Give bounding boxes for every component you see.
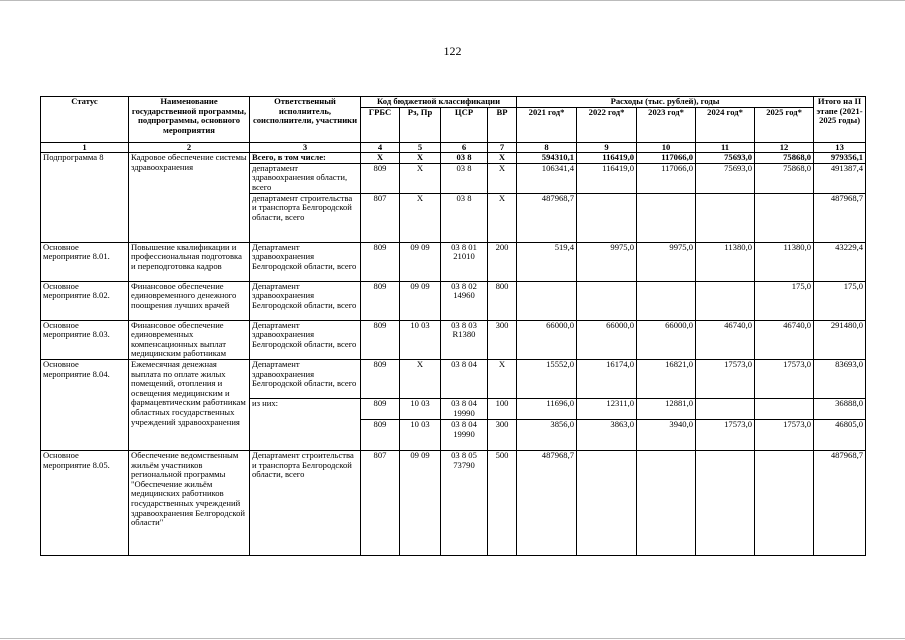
rzpr-cell: Х [400, 193, 441, 242]
value-2022 [577, 281, 637, 320]
table-row [41, 153, 866, 164]
rzpr-cell: 10 03 [400, 320, 441, 359]
csr-cell: 03 8 [441, 153, 488, 164]
name-cell: Финансовое обеспечение единовременных компенсационных выплат медицинским работникам [129, 320, 250, 359]
value-2023: 3940,0 [637, 419, 696, 450]
value-2025: 75868,0 [755, 163, 814, 193]
col-num: 8 [517, 142, 577, 153]
header-expenses: Расходы (тыс. рублей), годы [517, 97, 814, 108]
vr-cell: 800 [488, 281, 517, 320]
value-2025: 75868,0 [755, 153, 814, 164]
header-name: Наименование государственной программы, подпрограммы, основного мероприятия [129, 97, 250, 143]
col-num: 9 [577, 142, 637, 153]
value-2024: 46740,0 [696, 320, 755, 359]
value-2021: 106341,4 [517, 163, 577, 193]
scan-top-edge [0, 0, 905, 1]
grbs-cell: 809 [361, 359, 400, 398]
value-2024: 11380,0 [696, 242, 755, 281]
status-cell: Основное мероприятие 8.02. [41, 281, 129, 320]
value-2024 [696, 398, 755, 419]
csr-cell: 03 8 04 19990 [441, 419, 488, 450]
value-2023: 12881,0 [637, 398, 696, 419]
value-total: 979356,1 [814, 153, 866, 164]
rzpr-cell: 09 09 [400, 242, 441, 281]
rzpr-cell: 09 09 [400, 450, 441, 555]
csr-cell: 03 8 03 R1380 [441, 320, 488, 359]
vr-cell: Х [488, 359, 517, 398]
responsible-cell: Департамент здравоохранения Белгородской области, всего [250, 320, 361, 359]
csr-cell: 03 8 [441, 193, 488, 242]
value-2023: 66000,0 [637, 320, 696, 359]
value-2023 [637, 450, 696, 555]
grbs-cell: 809 [361, 419, 400, 450]
value-2022 [577, 450, 637, 555]
value-2021: 3856,0 [517, 419, 577, 450]
responsible-cell: департамент здравоохранения области, всего [250, 163, 361, 193]
value-2025: 17573,0 [755, 419, 814, 450]
status-cell: Подпрограмма 8 [41, 153, 129, 242]
value-total: 83693,0 [814, 359, 866, 398]
csr-cell: 03 8 04 [441, 359, 488, 398]
value-2022 [577, 193, 637, 242]
rzpr-cell: Х [400, 153, 441, 164]
header-2024: 2024 год* [696, 107, 755, 142]
value-2024: 17573,0 [696, 419, 755, 450]
name-cell: Финансовое обеспечение единовременного денежного поощрения лучших врачей [129, 281, 250, 320]
col-num: 10 [637, 142, 696, 153]
col-num: 11 [696, 142, 755, 153]
vr-cell: 300 [488, 320, 517, 359]
col-num: 13 [814, 142, 866, 153]
value-total: 487968,7 [814, 450, 866, 555]
value-2023: 117066,0 [637, 163, 696, 193]
header-responsible: Ответственный исполнитель, соисполнители, участники [250, 97, 361, 143]
header-rzpr: Рз, Пр [400, 107, 441, 142]
value-2022: 16174,0 [577, 359, 637, 398]
value-2021 [517, 281, 577, 320]
value-total: 43229,4 [814, 242, 866, 281]
value-2022: 66000,0 [577, 320, 637, 359]
vr-cell: 200 [488, 242, 517, 281]
value-2025: 175,0 [755, 281, 814, 320]
status-cell: Основное мероприятие 8.01. [41, 242, 129, 281]
col-num: 2 [129, 142, 250, 153]
rzpr-cell: 10 03 [400, 419, 441, 450]
header-budget-code: Код бюджетной классификации [361, 97, 517, 108]
value-2024: 17573,0 [696, 359, 755, 398]
value-2024: 75693,0 [696, 153, 755, 164]
grbs-cell: 809 [361, 163, 400, 193]
column-number-row [41, 142, 866, 153]
table-row [41, 281, 866, 320]
responsible-cell: Департамент здравоохранения Белгородской области, всего [250, 359, 361, 398]
table-row [41, 450, 866, 555]
value-2022: 9975,0 [577, 242, 637, 281]
value-2022: 116419,0 [577, 153, 637, 164]
header-2022: 2022 год* [577, 107, 637, 142]
page-number: 122 [443, 44, 462, 58]
csr-cell: 03 8 01 21010 [441, 242, 488, 281]
col-num: 7 [488, 142, 517, 153]
header-grbs: ГРБС [361, 107, 400, 142]
csr-cell: 03 8 04 19990 [441, 398, 488, 419]
csr-cell: 03 8 02 14960 [441, 281, 488, 320]
header-status: Статус [41, 97, 129, 143]
table-row [41, 320, 866, 359]
responsible-cell: из них: [250, 398, 361, 450]
status-cell: Основное мероприятие 8.03. [41, 320, 129, 359]
vr-cell: Х [488, 193, 517, 242]
responsible-cell: Департамент строительства и транспорта Белгородской области, всего [250, 450, 361, 555]
rzpr-cell: Х [400, 359, 441, 398]
table-row [41, 242, 866, 281]
col-num: 1 [41, 142, 129, 153]
header-2025: 2025 год* [755, 107, 814, 142]
budget-table [40, 96, 866, 556]
value-total: 175,0 [814, 281, 866, 320]
header-total: Итого на II этапе (2021-2025 годы) [814, 97, 866, 143]
grbs-cell: 807 [361, 193, 400, 242]
col-num: 6 [441, 142, 488, 153]
responsible-cell: Департамент здравоохранения Белгородской области, всего [250, 242, 361, 281]
status-cell: Основное мероприятие 8.05. [41, 450, 129, 555]
vr-cell: 100 [488, 398, 517, 419]
responsible-cell: департамент строительства и транспорта Белгородской области, всего [250, 193, 361, 242]
name-cell: Обеспечение ведомственным жильём участников региональной программы "Обеспечение жильём медицинских работников государственных учреждений здравоохранения Белгородской области" [129, 450, 250, 555]
grbs-cell: 809 [361, 398, 400, 419]
value-total: 487968,7 [814, 193, 866, 242]
header-row [41, 97, 866, 108]
col-num: 3 [250, 142, 361, 153]
value-2021: 519,4 [517, 242, 577, 281]
vr-cell: Х [488, 153, 517, 164]
header-2023: 2023 год* [637, 107, 696, 142]
value-2021: 66000,0 [517, 320, 577, 359]
col-num: 4 [361, 142, 400, 153]
responsible-cell: Всего, в том числе: [250, 153, 361, 164]
value-2023: 117066,0 [637, 153, 696, 164]
value-total: 46805,0 [814, 419, 866, 450]
grbs-cell: 807 [361, 450, 400, 555]
responsible-cell: Департамент здравоохранения Белгородской области, всего [250, 281, 361, 320]
grbs-cell: 809 [361, 242, 400, 281]
value-2025 [755, 193, 814, 242]
value-2023 [637, 281, 696, 320]
value-2021: 487968,7 [517, 450, 577, 555]
value-2025 [755, 398, 814, 419]
value-2024 [696, 450, 755, 555]
value-2021: 15552,0 [517, 359, 577, 398]
value-2022: 12311,0 [577, 398, 637, 419]
value-2022: 116419,0 [577, 163, 637, 193]
value-2025: 17573,0 [755, 359, 814, 398]
csr-cell: 03 8 [441, 163, 488, 193]
header-csr: ЦСР [441, 107, 488, 142]
scan-bottom-edge [0, 638, 905, 639]
value-2023 [637, 193, 696, 242]
value-2023: 9975,0 [637, 242, 696, 281]
name-cell: Кадровое обеспечение системы здравоохранения [129, 153, 250, 242]
rzpr-cell: 10 03 [400, 398, 441, 419]
grbs-cell: 809 [361, 320, 400, 359]
value-2024 [696, 193, 755, 242]
col-num: 12 [755, 142, 814, 153]
header-2021: 2021 год* [517, 107, 577, 142]
grbs-cell: Х [361, 153, 400, 164]
value-2021: 594310,1 [517, 153, 577, 164]
rzpr-cell: 09 09 [400, 281, 441, 320]
value-2023: 16821,0 [637, 359, 696, 398]
status-cell: Основное мероприятие 8.04. [41, 359, 129, 450]
value-total: 36888,0 [814, 398, 866, 419]
value-2025: 46740,0 [755, 320, 814, 359]
vr-cell: Х [488, 163, 517, 193]
value-2025 [755, 450, 814, 555]
rzpr-cell: Х [400, 163, 441, 193]
value-2024 [696, 281, 755, 320]
value-2021: 11696,0 [517, 398, 577, 419]
table-row [41, 359, 866, 398]
value-2021: 487968,7 [517, 193, 577, 242]
value-2022: 3863,0 [577, 419, 637, 450]
header-vr: ВР [488, 107, 517, 142]
vr-cell: 300 [488, 419, 517, 450]
col-num: 5 [400, 142, 441, 153]
value-total: 291480,0 [814, 320, 866, 359]
value-total: 491387,4 [814, 163, 866, 193]
value-2025: 11380,0 [755, 242, 814, 281]
name-cell: Ежемесячная денежная выплата по оплате жилых помещений, отопления и освещения медицинским и фармацевтическим работникам областных государственных учреждений здравоохранения [129, 359, 250, 450]
name-cell: Повышение квалификации и профессиональная подготовка и переподготовка кадров [129, 242, 250, 281]
grbs-cell: 809 [361, 281, 400, 320]
value-2024: 75693,0 [696, 163, 755, 193]
vr-cell: 500 [488, 450, 517, 555]
csr-cell: 03 8 05 73790 [441, 450, 488, 555]
